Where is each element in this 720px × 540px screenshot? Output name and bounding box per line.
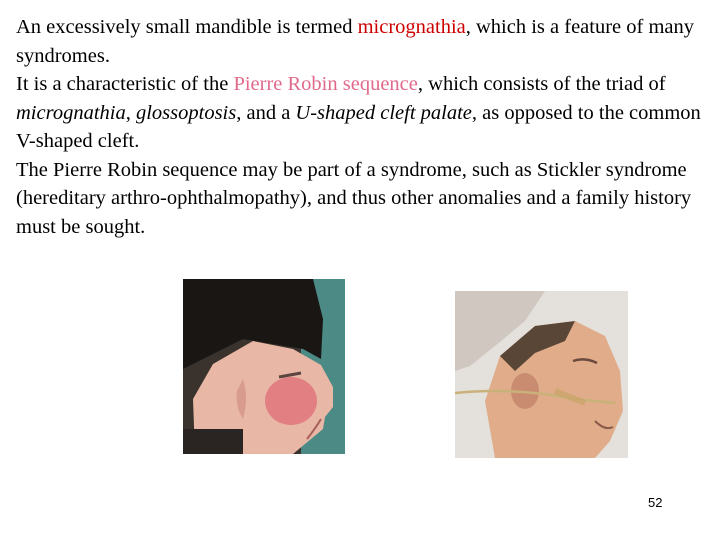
text-run: , xyxy=(125,101,136,124)
text-run: , and a xyxy=(236,101,296,124)
newborn-with-feeding-tube-photo xyxy=(455,291,628,458)
italic-term-u-shaped-cleft-palate: U-shaped cleft palate xyxy=(295,101,472,124)
paragraph-micrognathia-definition xyxy=(16,13,708,70)
infant-profile-illustration xyxy=(183,279,345,454)
paragraph-stickler-syndrome: The Pierre Robin sequence may be part of a syndrome, such as Stickler syndrome (hereditary arthro-ophthalmopathy), and thus other anomalies and a family history must be sought. xyxy=(16,158,692,238)
italic-term-micrognathia: micrognathia xyxy=(16,101,126,124)
newborn-illustration xyxy=(455,291,628,458)
highlighted-term-micrognathia: micrognathia xyxy=(357,16,466,38)
paragraph-pierre-robin xyxy=(16,70,708,156)
text-run: , which is a feature of many syndromes. xyxy=(16,16,695,67)
text-run: , as opposed to the common V-shaped cleft. xyxy=(16,101,701,152)
highlighted-term-pierre-robin: Pierre Robin sequence xyxy=(233,73,418,95)
text-run: , which consists of the triad of xyxy=(417,73,666,95)
infant-profile-photo xyxy=(183,279,345,454)
page-number: 52 xyxy=(648,495,663,510)
italic-term-glossoptosis: glossoptosis xyxy=(135,101,237,124)
text-run: An excessively small mandible is termed xyxy=(16,16,358,38)
slide-body-text xyxy=(16,13,708,241)
text-run: It is a characteristic of the xyxy=(16,73,234,95)
